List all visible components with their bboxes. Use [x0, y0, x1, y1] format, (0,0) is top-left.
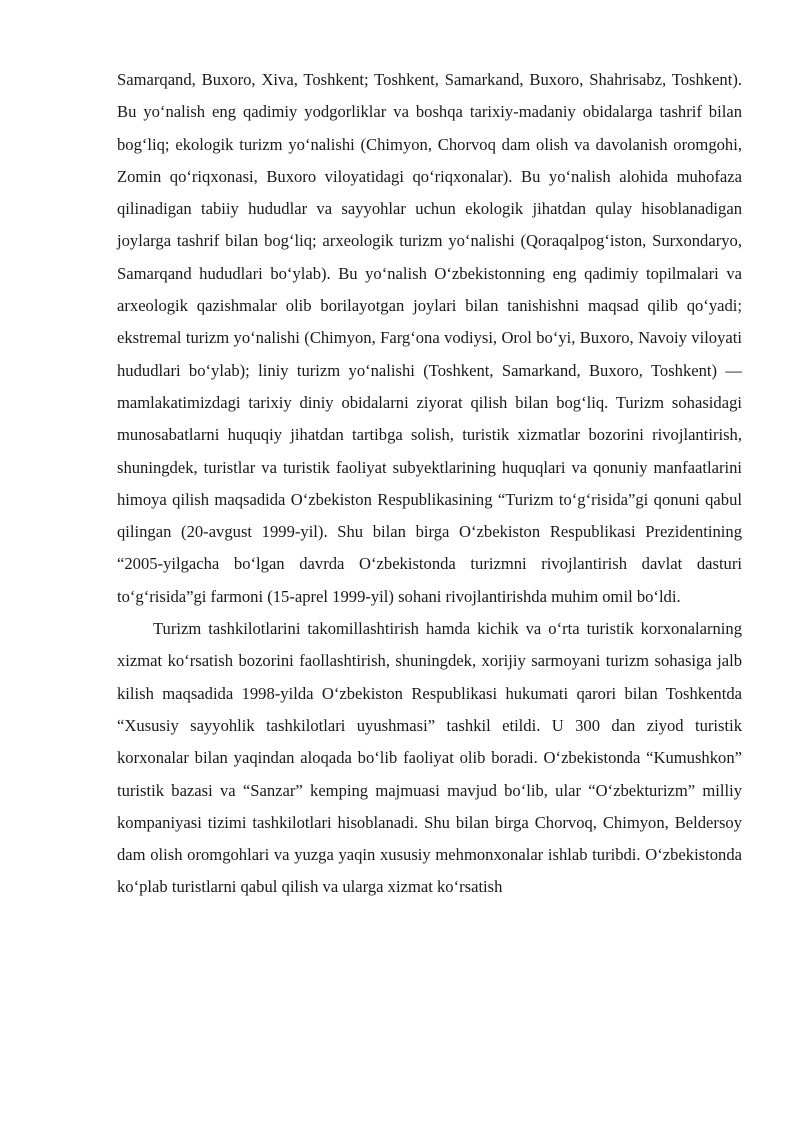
document-page	[117, 64, 742, 904]
body-paragraph-1: Samarqand, Buxoro, Xiva, Toshkent; Toshkent, Samarkand, Buxoro, Shahrisabz, Toshkent). Bu yo‘nalish eng qadimiy yodgorliklar va boshqa tarixiy-madaniy obidalarga tashrif bilan bog‘liq; ekologik turizm yo‘nalishi (Chimyon, Chorvoq dam olish va davolanish oromgohi, Zomin qo‘riqxonasi, Buxoro viloyatidagi qo‘riqxonalar). Bu yo‘nalish alohida muhofaza qilinadigan tabiiy hududlar va sayyohlar uchun ekologik jihatdan qulay hisoblanadigan joylarga tashrif bilan bog‘liq; arxeologik turizm yo‘nalishi (Qoraqalpog‘iston, Surxondaryo, Samarqand hududlari bo‘ylab). Bu yo‘nalish O‘zbekistonning eng qadimiy topilmalari va arxeologik qazishmalar olib borilayotgan joylari bilan tanishishni maqsad qilib qo‘yadi; ekstremal turizm yo‘nalishi (Chimyon, Farg‘ona vodiysi, Orol bo‘yi, Buxoro, Navoiy viloyati hududlari bo‘ylab); liniy turizm yo‘nalishi (Toshkent, Samarkand, Buxoro, Toshkent) — mamlakatimizdagi tarixiy diniy obidalarni ziyorat qilish bilan bog‘liq. Turizm sohasidagi munosabatlarni huquqiy jihatdan tartibga solish, turistik xizmatlar bozorini rivojlantirish, shuningdek, turistlar va turistik faoliyat subyektlarining huquqlari va qonuniy manfaatlarini himoya qilish maqsadida O‘zbekiston Respublikasining “Turizm to‘g‘risida”gi qonuni qabul qilingan (20-avgust 1999-yil). Shu bilan birga O‘zbekiston Respublikasi Prezidentining “2005-yilgacha bo‘lgan davrda O‘zbekistonda turizmni rivojlantirish davlat dasturi to‘g‘risida”gi farmoni (15-aprel 1999-yil) sohani rivojlantirishda muhim omil bo‘ldi.	[117, 70, 742, 606]
body-paragraph-2: Turizm tashkilotlarini takomillashtirish hamda kichik va o‘rta turistik korxonalarning xizmat ko‘rsatish bozorini faollashtirish, shuningdek, xorijiy sarmoyani turizm sohasiga jalb kilish maqsadida 1998-yilda O‘zbekiston Respublikasi hukumati qarori bilan Toshkentda “Xususiy sayyohlik tashkilotlari uyushmasi” tashkil etildi. U 300 dan ziyod turistik korxonalar bilan yaqindan aloqada bo‘lib faoliyat olib boradi. O‘zbekistonda “Kumushkon” turistik bazasi va “Sanzar” kemping majmuasi mavjud bo‘lib, ular “O‘zbekturizm” milliy kompaniyasi tizimi tashkilotlari hisoblanadi. Shu bilan birga Chorvoq, Chimyon, Beldersoy dam olish oromgohlari va yuzga yaqin xususiy mehmonxonalar ishlab turibdi. O‘zbekistonda ko‘plab turistlarni qabul qilish va ularga xizmat ko‘rsatish	[117, 619, 742, 897]
